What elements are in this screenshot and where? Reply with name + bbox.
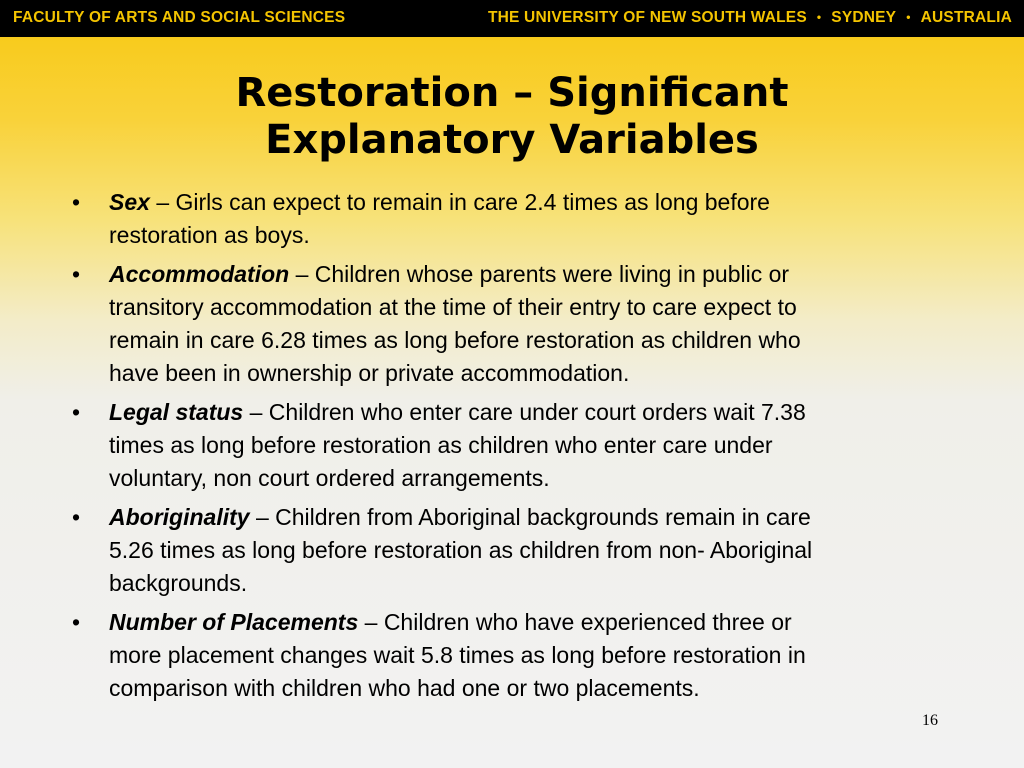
bullet-text: remain in care 6.28 times as long before restoration as children who (109, 327, 801, 353)
bullet-text: times as long before restoration as children who enter care under (109, 432, 773, 458)
bullet-term: Sex (109, 189, 150, 215)
bullet-item-accommodation (72, 258, 952, 390)
bullet-text: – Children whose parents were living in public or (289, 261, 790, 287)
bullet-text: transitory accommodation at the time of their entry to care expect to (109, 294, 797, 320)
bullet-term: Legal status (109, 399, 244, 425)
bullet-text: backgrounds. (109, 570, 248, 596)
country-name: AUSTRALIA (920, 9, 1012, 26)
bullet-text: have been in ownership or private accommodation. (109, 360, 630, 386)
bullet-list (72, 186, 952, 711)
bullet-item-number-of-placements (72, 606, 952, 705)
bullet-text: – Children from Aboriginal backgrounds remain in care (249, 504, 811, 530)
header-bar (0, 0, 1024, 37)
separator-dot: • (906, 10, 911, 24)
bullet-dot: • (72, 189, 81, 215)
title-line-2: Explanatory Variables (265, 117, 759, 163)
page-number: 16 (922, 712, 938, 729)
bullet-term: Aboriginality (109, 504, 250, 530)
bullet-text: comparison with children who had one or two placements. (109, 675, 700, 701)
bullet-text: 5.26 times as long before restoration as children from non- Aboriginal (109, 537, 813, 563)
university-banner (488, 9, 1012, 27)
slide-title (0, 70, 1024, 164)
bullet-term: Accommodation (109, 261, 290, 287)
bullet-text: – Children who have experienced three or (358, 609, 792, 635)
bullet-text: restoration as boys. (109, 222, 310, 248)
bullet-item-sex (72, 186, 952, 252)
bullet-text: – Children who enter care under court orders wait 7.38 (243, 399, 806, 425)
bullet-text: more placement changes wait 5.8 times as long before restoration in (109, 642, 806, 668)
separator-dot: • (816, 10, 822, 24)
title-line-1: Restoration – Significant (235, 70, 789, 116)
bullet-text: – Girls can expect to remain in care 2.4 times as long before (149, 189, 770, 215)
faculty-name: FACULTY OF ARTS AND SOCIAL SCIENCES (13, 9, 346, 26)
bullet-item-aboriginality (72, 501, 952, 600)
bullet-dot: • (72, 261, 81, 287)
university-name: THE UNIVERSITY OF NEW SOUTH WALES (487, 9, 807, 26)
bullet-dot: • (72, 504, 81, 530)
bullet-item-legal-status (72, 396, 952, 495)
bullet-dot: • (72, 609, 81, 635)
bullet-text: voluntary, non court ordered arrangements. (109, 465, 550, 491)
bullet-dot: • (72, 399, 81, 425)
city-name: SYDNEY (831, 9, 897, 26)
bullet-term: Number of Placements (109, 609, 359, 635)
